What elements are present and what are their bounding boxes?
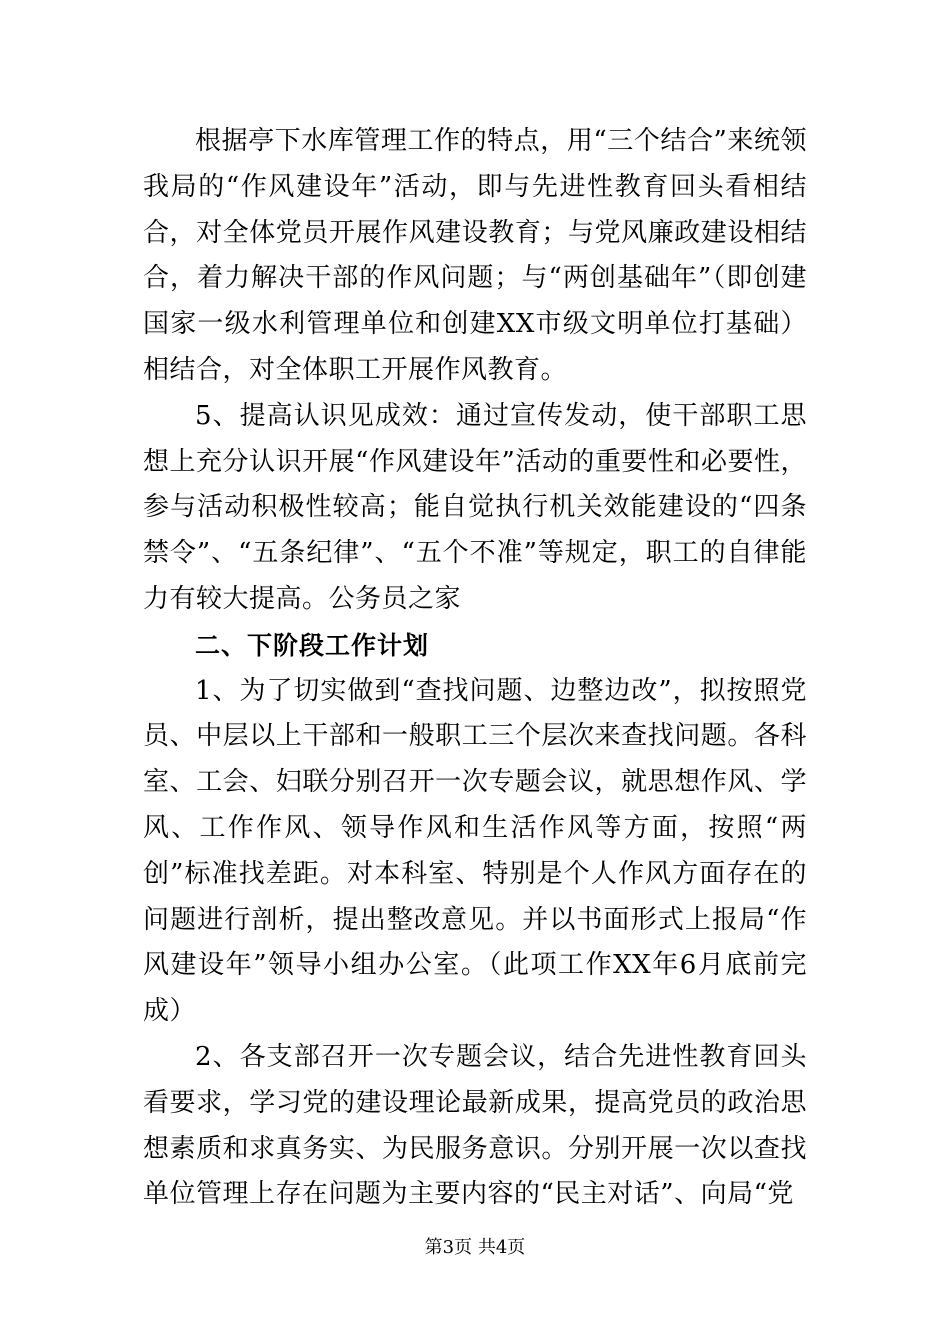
paragraph-plan-item-2: 2、各支部召开一次专题会议，结合先进性教育回头看要求，学习党的建设理论最新成果，提高党员的政治思想素质和求真务实、为民服务意识。分别开展一次以查找单位管理上存在问题为主要内容的“民主对话”、向局“党: [143, 1041, 807, 1210]
paragraph-three-combinations: 根据亭下水库管理工作的特点，用“三个结合”来统领我局的“作风建设年”活动，即与先进性教育回头看相结合，对全体党员开展作风建设教育；与党风廉政建设相结合，着力解决干部的作风问题；与“两创基础年”（即创建国家一级水利管理单位和创建XX市级文明单位打基础）相结合，对全体职工开展作风教育。: [143, 126, 807, 385]
paragraph-plan-item-1: 1、为了切实做到“查找问题、边整边改”，拟按照党员、中层以上干部和一般职工三个层次来查找问题。各科室、工会、妇联分别召开一次专题会议，就思想作风、学风、工作作风、领导作风和生活作风等方面，按照“两创”标准找差距。对本科室、特别是个人作风方面存在的问题进行剖析，提出整改意见。并以书面形式上报局“作风建设年”领导小组办公室。（此项工作XX年6月底前完成）: [143, 675, 807, 1027]
page-number-footer: 第3页 共4页: [424, 1237, 526, 1258]
section-heading-next-plan: 二、下阶段工作计划: [195, 630, 430, 660]
document-body: [143, 119, 807, 1218]
paragraph-item-5: 5、提高认识见成效：通过宣传发动，使干部职工思想上充分认识开展“作风建设年”活动的重要性和必要性，参与活动积极性较高；能自觉执行机关效能建设的“四条禁令”、“五条纪律”、“五个不准”等规定，职工的自律能力有较大提高。公务员之家: [143, 400, 807, 614]
